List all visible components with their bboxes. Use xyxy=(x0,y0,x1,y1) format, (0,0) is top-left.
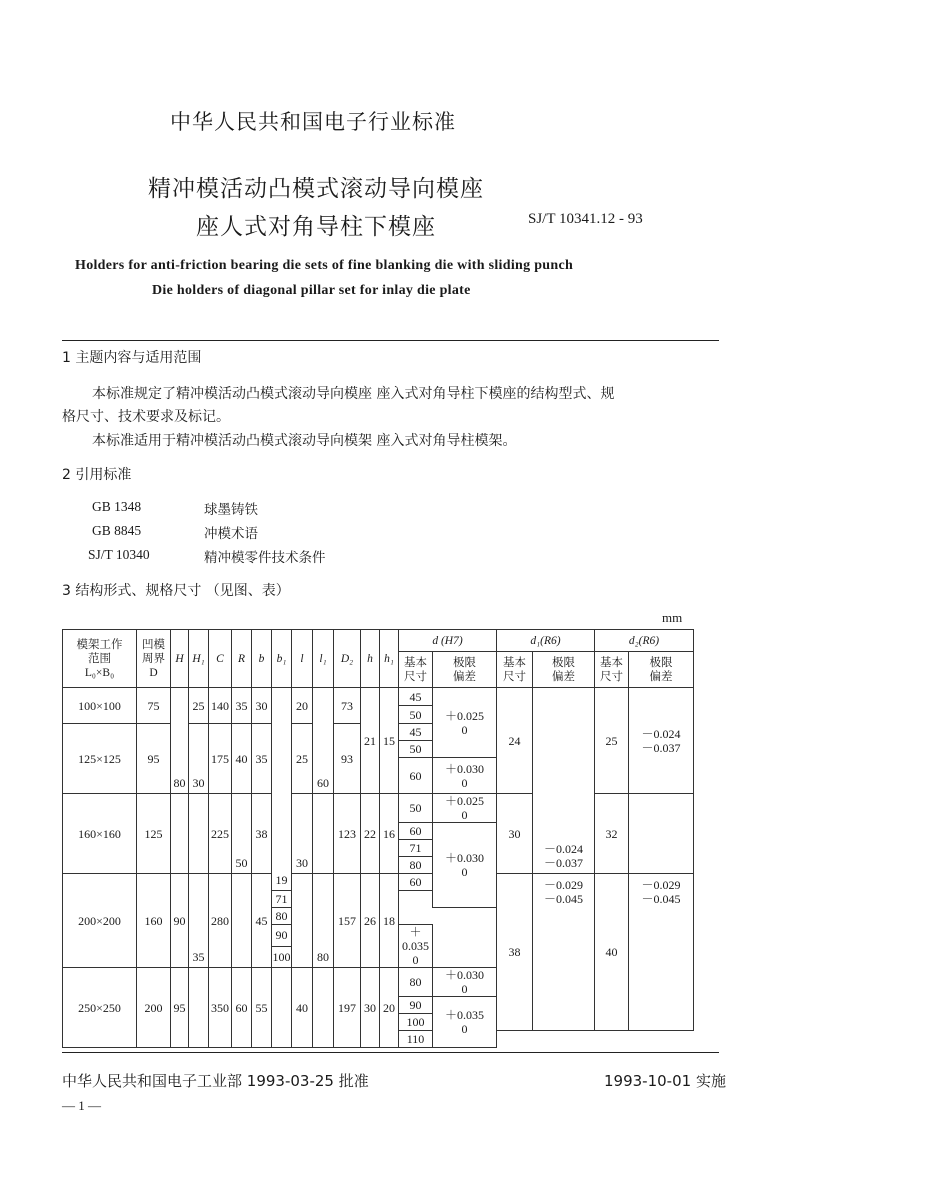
header-Dz: D₂ xyxy=(334,630,361,688)
standard-organization: 中华人民共和国电子行业标准 xyxy=(170,110,456,134)
C-225: 225 xyxy=(209,794,232,874)
header-C: C xyxy=(209,630,232,688)
h-30: 30 xyxy=(361,968,380,1048)
section1-para1-line1: 本标准规定了精冲模活动凸模式滚动导向模座 座入式对角导柱下模座的结构型式、规 xyxy=(92,386,615,402)
b-38: 38 xyxy=(252,794,272,874)
h1-16: 16 xyxy=(380,794,399,874)
header-d1-basic: 基本 尺寸 xyxy=(497,652,533,688)
H-95: 95 xyxy=(171,968,189,1048)
d-tol-030c: ＋0.030 0 xyxy=(433,968,497,997)
d-basic-14: 100 xyxy=(272,946,292,968)
header-d1-group: d₁(R6) xyxy=(497,630,595,652)
header-D: 凹模 周界 D xyxy=(137,630,171,688)
b-45: 45 xyxy=(252,874,272,968)
d-tol-035b: ＋0.035 0 xyxy=(433,997,497,1048)
R-60: 60 xyxy=(232,968,252,1048)
d-tol-025: ＋0.025 0 xyxy=(433,688,497,758)
header-H: H xyxy=(171,630,189,688)
d-tol-025b: ＋0.025 0 xyxy=(433,794,497,823)
ref-code-3: SJ/T 10340 xyxy=(88,547,150,562)
d-tol-030: ＋0.030 0 xyxy=(433,758,497,794)
header-d-group: d (H7) xyxy=(399,630,497,652)
unit-label: mm xyxy=(662,610,683,625)
h1-20: 20 xyxy=(380,968,399,1048)
Dz-157: 157 xyxy=(334,874,361,968)
header-divider xyxy=(62,340,719,341)
H1-35: 35 xyxy=(189,874,209,968)
l1-empty xyxy=(313,794,334,874)
H-90: 90 xyxy=(171,874,189,968)
l1-80: 80 xyxy=(313,874,334,968)
b-55: 55 xyxy=(252,968,272,1048)
header-h1: h₁ xyxy=(380,630,399,688)
h1-18: 18 xyxy=(380,874,399,968)
d1-24: 24 xyxy=(497,688,533,794)
d-basic-18: 110 xyxy=(399,1031,433,1048)
header-b: b xyxy=(252,630,272,688)
range-125: 125×125 xyxy=(63,724,137,794)
H1-empty xyxy=(189,794,209,874)
H1-30: 30 xyxy=(189,724,209,794)
C-140: 140 xyxy=(209,688,232,724)
d-basic-1: 45 xyxy=(399,688,433,706)
R-35: 35 xyxy=(232,688,252,724)
ref-code-2: GB 8845 xyxy=(92,523,142,538)
d-basic-16: 90 xyxy=(399,997,433,1014)
H1-empty2 xyxy=(189,968,209,1048)
d-basic-10: 60 xyxy=(399,874,433,891)
Dz-73: 73 xyxy=(334,688,361,724)
header-h: h xyxy=(361,630,380,688)
d2-tol-a: －0.024 －0.037 xyxy=(629,688,694,794)
H-80: 80 xyxy=(171,688,189,794)
l-30: 30 xyxy=(292,794,313,874)
table-bottom-rule xyxy=(62,1052,719,1053)
section3-heading: 3 结构形式、规格尺寸 （见图、表） xyxy=(62,583,290,599)
l-40: 40 xyxy=(292,968,313,1048)
d-basic-17: 100 xyxy=(399,1014,433,1031)
D-125: 125 xyxy=(137,794,171,874)
section1-heading: 1 主题内容与适用范围 xyxy=(62,350,202,366)
d-basic-7: 60 xyxy=(399,823,433,840)
d-basic-3: 45 xyxy=(399,724,433,741)
d-basic-2: 50 xyxy=(399,706,433,724)
d2-32: 32 xyxy=(595,794,629,874)
h1-15: 15 xyxy=(380,688,399,794)
standard-code: SJ/T 10341.12 - 93 xyxy=(528,211,643,227)
l-empty xyxy=(292,874,313,968)
D-75: 75 xyxy=(137,688,171,724)
d-basic-5: 60 xyxy=(399,758,433,794)
standard-title-line2: 座人式对角导柱下模座 xyxy=(196,214,436,240)
H-empty xyxy=(171,794,189,874)
b-35: 35 xyxy=(252,724,272,794)
header-R: R xyxy=(232,630,252,688)
l1-60: 60 xyxy=(313,688,334,794)
d-basic-8: 71 xyxy=(399,840,433,857)
b1-19: 19 xyxy=(272,688,292,891)
d-basic-15: 80 xyxy=(399,968,433,997)
header-d-basic: 基本 尺寸 xyxy=(399,652,433,688)
b-30: 30 xyxy=(252,688,272,724)
D-200: 200 xyxy=(137,968,171,1048)
C-175: 175 xyxy=(209,724,232,794)
D-95: 95 xyxy=(137,724,171,794)
C-350: 350 xyxy=(209,968,232,1048)
h-22: 22 xyxy=(361,794,380,874)
range-100: 100×100 xyxy=(63,688,137,724)
ref-name-1: 球墨铸铁 xyxy=(204,502,258,518)
header-d2-tol: 极限 偏差 xyxy=(629,652,694,688)
range-250: 250×250 xyxy=(63,968,137,1048)
R-40: 40 xyxy=(232,724,252,794)
d2-tol-b: －0.029 －0.045 xyxy=(629,874,694,1031)
page-number: — 1 — xyxy=(62,1098,101,1113)
d-basic-11: 71 xyxy=(272,891,292,908)
R-50: 50 xyxy=(232,794,252,874)
header-d2-group: d₂(R6) xyxy=(595,630,694,652)
header-d2-basic: 基本 尺寸 xyxy=(595,652,629,688)
approval-line: 中华人民共和国电子工业部 1993-03-25 批准 xyxy=(62,1072,369,1090)
h-26: 26 xyxy=(361,874,380,968)
section2-heading: 2 引用标准 xyxy=(62,467,132,483)
standard-title-line1: 精冲模活动凸模式滚动导向模座 xyxy=(148,176,484,202)
english-title-line1: Holders for anti-friction bearing die sets of fine blanking die with sliding punch xyxy=(75,258,574,273)
Dz-197: 197 xyxy=(334,968,361,1048)
ref-code-1: GB 1348 xyxy=(92,499,142,514)
d-basic-12: 80 xyxy=(272,908,292,925)
section1-para2: 本标准适用于精冲模活动凸模式滚动导向模架 座入式对角导柱模架。 xyxy=(92,433,517,449)
header-d1-tol: 极限 偏差 xyxy=(533,652,595,688)
R-empty xyxy=(232,874,252,968)
d2-tol-empty xyxy=(629,794,694,874)
d-basic-9: 80 xyxy=(399,857,433,874)
header-b1: b₁ xyxy=(272,630,292,688)
d1-tol-a: －0.024 －0.037 xyxy=(533,688,595,874)
d1-38: 38 xyxy=(497,874,533,1031)
header-d-tol: 极限 偏差 xyxy=(433,652,497,688)
header-l: l xyxy=(292,630,313,688)
l-20: 20 xyxy=(292,688,313,724)
d-tol-030b: ＋0.030 0 xyxy=(433,823,497,908)
d1-30: 30 xyxy=(497,794,533,874)
english-title-line2: Die holders of diagonal pillar set for inlay die plate xyxy=(152,283,471,298)
implementation-date: 1993-10-01 实施 xyxy=(604,1072,726,1090)
D-160: 160 xyxy=(137,874,171,968)
d-basic-13: 90 xyxy=(272,925,292,947)
ref-name-3: 精冲模零件技术条件 xyxy=(204,550,326,566)
Dz-123: 123 xyxy=(334,794,361,874)
range-160: 160×160 xyxy=(63,794,137,874)
header-H1: H₁ xyxy=(189,630,209,688)
Dz-93: 93 xyxy=(334,724,361,794)
header-range: 模架工作 范围 L₀×B₀ xyxy=(63,630,137,688)
l-25: 25 xyxy=(292,724,313,794)
h-21: 21 xyxy=(361,688,380,794)
b1-empty xyxy=(272,968,292,1048)
d-basic-4: 50 xyxy=(399,741,433,758)
header-l1: l₁ xyxy=(313,630,334,688)
ref-name-2: 冲模术语 xyxy=(204,526,258,542)
range-200: 200×200 xyxy=(63,874,137,968)
d-basic-6: 50 xyxy=(399,794,433,823)
d2-25: 25 xyxy=(595,688,629,794)
d-tol-035: ＋0.035 0 xyxy=(399,925,433,968)
dimension-table xyxy=(62,629,694,1048)
section1-para1-line2: 格尺寸、技术要求及标记。 xyxy=(62,409,230,425)
l1-empty2 xyxy=(313,968,334,1048)
d1-tol-b: －0.029 －0.045 xyxy=(533,874,595,1031)
H1-25: 25 xyxy=(189,688,209,724)
C-280: 280 xyxy=(209,874,232,968)
d2-40: 40 xyxy=(595,874,629,1031)
